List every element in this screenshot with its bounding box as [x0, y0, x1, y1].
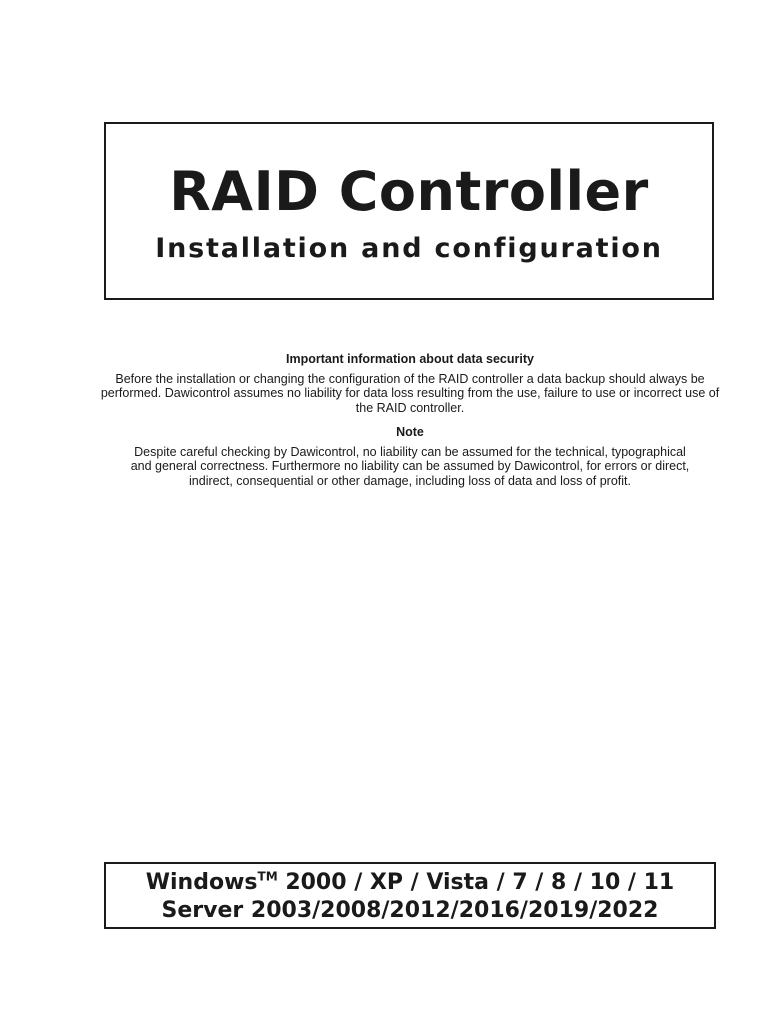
- data-security-heading: Important information about data security: [286, 352, 534, 366]
- windows-versions: 2000 / XP / Vista / 7 / 8 / 10 / 11: [277, 870, 675, 895]
- windows-label: Windows: [145, 870, 258, 895]
- document-title: RAID Controller: [169, 160, 649, 223]
- data-security-section: [100, 352, 720, 415]
- document-subtitle: Installation and configuration: [155, 233, 663, 264]
- windows-versions-line: [106, 869, 714, 897]
- title-box: [104, 122, 714, 300]
- trademark-mark: TM: [257, 869, 278, 884]
- data-security-text: Before the installation or changing the configuration of the RAID controller a data backup should always be performed. Dawicontrol assumes no liability for data loss resulting from the use, failure to use or incorrect use of the RAID controller.: [100, 371, 720, 415]
- server-versions-line: Server 2003/2008/2012/2016/2019/2022: [161, 898, 659, 923]
- note-heading: Note: [396, 425, 424, 439]
- note-section: [100, 425, 720, 488]
- note-text: Despite careful checking by Dawicontrol, no liability can be assumed for the technical, typographical and general correctness. Furthermore no liability can be assumed by Dawicontrol, for errors or direct, indirect, consequential or other damage, including loss of data and loss of profit.: [130, 444, 690, 488]
- supported-os-box: [104, 862, 716, 929]
